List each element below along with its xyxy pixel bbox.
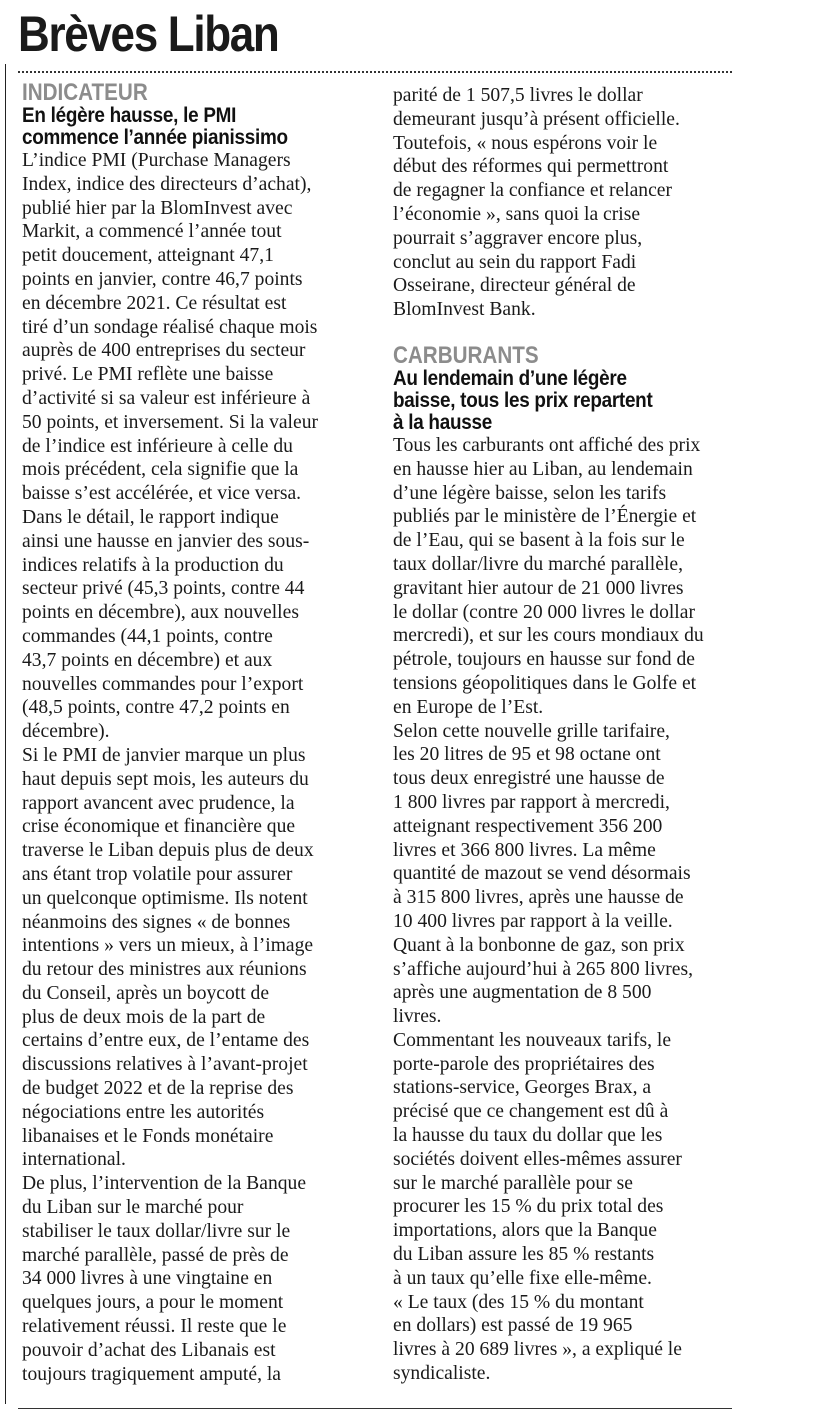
article-headline: Au lendemain d’une légère baisse, tous les prix repartent à la hausse [393,366,653,434]
column-right [393,84,738,1386]
article-paragraph-continued: parité de 1 507,5 livres le dollar demeurant jusqu’à présent officielle. [393,85,680,130]
column-left [22,80,362,1386]
article-paragraph: Tous les carburants ont affiché des prix en hausse hier au Liban, au lendemain d’une légère baisse, selon les tarifs publiés par le ministère de l’Énergie et de l’Eau, qui se basent à la fois sur le taux dollar/livre du marché parallèle, gravitant hier autour de 21 000 livres le dollar (contre 20 000 livres le dollar mercredi), et sur les cours mondiaux du pétrole, toujours en hausse sur fond de tensions géopolitiques dans le Golfe et en Europe de l’Est. [393,434,704,718]
bottom-rule [18,1408,732,1409]
article-kicker: CARBURANTS [393,341,539,369]
dotted-divider [18,71,732,73]
section-title: Brèves Liban [18,6,279,62]
article-paragraph: Dans le détail, le rapport indique ainsi une hausse en janvier des sous- indices relatifs à la production du secteur privé (45,3 points, contre 44 points en décembre), aux nouvelles commandes (44,1 points, contre 43,7 points en décembre) et aux nouvelles commandes pour l’export (48,5 points, contre 47,2 points en décembre). [22,506,310,743]
article-kicker: INDICATEUR [22,79,148,106]
article-paragraph-continued: Toutefois, « nous espérons voir le début des réformes qui permettront de regagner la confiance et relancer l’économie », sans quoi la crise pourrait s’aggraver encore plus, conclut au sein du rapport Fadi Osseirane, directeur général de BlomInvest Bank. [393,132,673,321]
article-paragraph: De plus, l’intervention de la Banque du Liban sur le marché pour stabiliser le taux dollar/livre sur le marché parallèle, passé de près de 34 000 livres à une vingtaine en quelques jours, a pour le moment relativement réussi. Il reste que le pouvoir d’achat des Libanais est toujours tragiquement amputé, la [22,1173,307,1385]
article-paragraph: L’indice PMI (Purchase Managers Index, indice des directeurs d’achat), publié hier par la BlomInvest avec Markit, a commencé l’année tout petit doucement, atteignant 47,1 points en janvier, contre 46,7 points en décembre 2021. Ce résultat est tiré d’un sondage réalisé chaque mois auprès de 400 entreprises du secteur privé. Le PMI reflète une baisse d’activité si sa valeur est inférieure à 50 points, et inversement. Si la valeur de l’indice est inférieure à celle du mois précédent, cela signifie que la baisse s’est accélérée, et vice versa. [22,150,319,505]
article-paragraph: Si le PMI de janvier marque un plus haut depuis sept mois, les auteurs du rapport avancent avec prudence, la crise économique et financière que traverse le Liban depuis plus de deux ans étant trop volatile pour assurer un quelconque optimisme. Ils notent néanmoins des signes « de bonnes intentions » vers un mieux, à l’image du retour des ministres aux réunions du Conseil, après un boycott de plus de deux mois de la part de certains d’entre eux, de l’entame des discussions relatives à l’avant-projet de budget 2022 et de la reprise des négociations entre les autorités libanaises et le Fonds monétaire international. [22,744,314,1171]
left-rule [5,64,6,1404]
article-paragraph: Selon cette nouvelle grille tarifaire, les 20 litres de 95 et 98 octane ont tous deux enregistré une hausse de 1 800 livres par rapport à mercredi, atteignant respectivement 356 200 livres et 366 800 livres. La même quantité de mazout se vend désormais à 315 800 livres, après une hausse de 10 400 livres par rapport à la veille. Quant à la bonbonne de gaz, son prix s’affiche aujourd’hui à 265 800 livres, après une augmentation de 8 500 livres. [393,720,693,1028]
article-paragraph: Commentant les nouveaux tarifs, le porte-parole des propriétaires des stations-service, Georges Brax, a précisé que ce changement est dû à la hausse du taux du dollar que les sociétés doivent elles-mêmes assurer sur le marché parallèle pour se procurer les 15 % du prix total des importations, alors que la Banque du Liban assure les 85 % restants à un taux qu’elle fixe elle-même. « Le taux (des 15 % du montant en dollars) est passé de 19 965 livres à 20 689 livres », a expliqué le syndicaliste. [393,1029,682,1385]
article-headline: En légère hausse, le PMI commence l’année pianissimo [22,104,288,149]
